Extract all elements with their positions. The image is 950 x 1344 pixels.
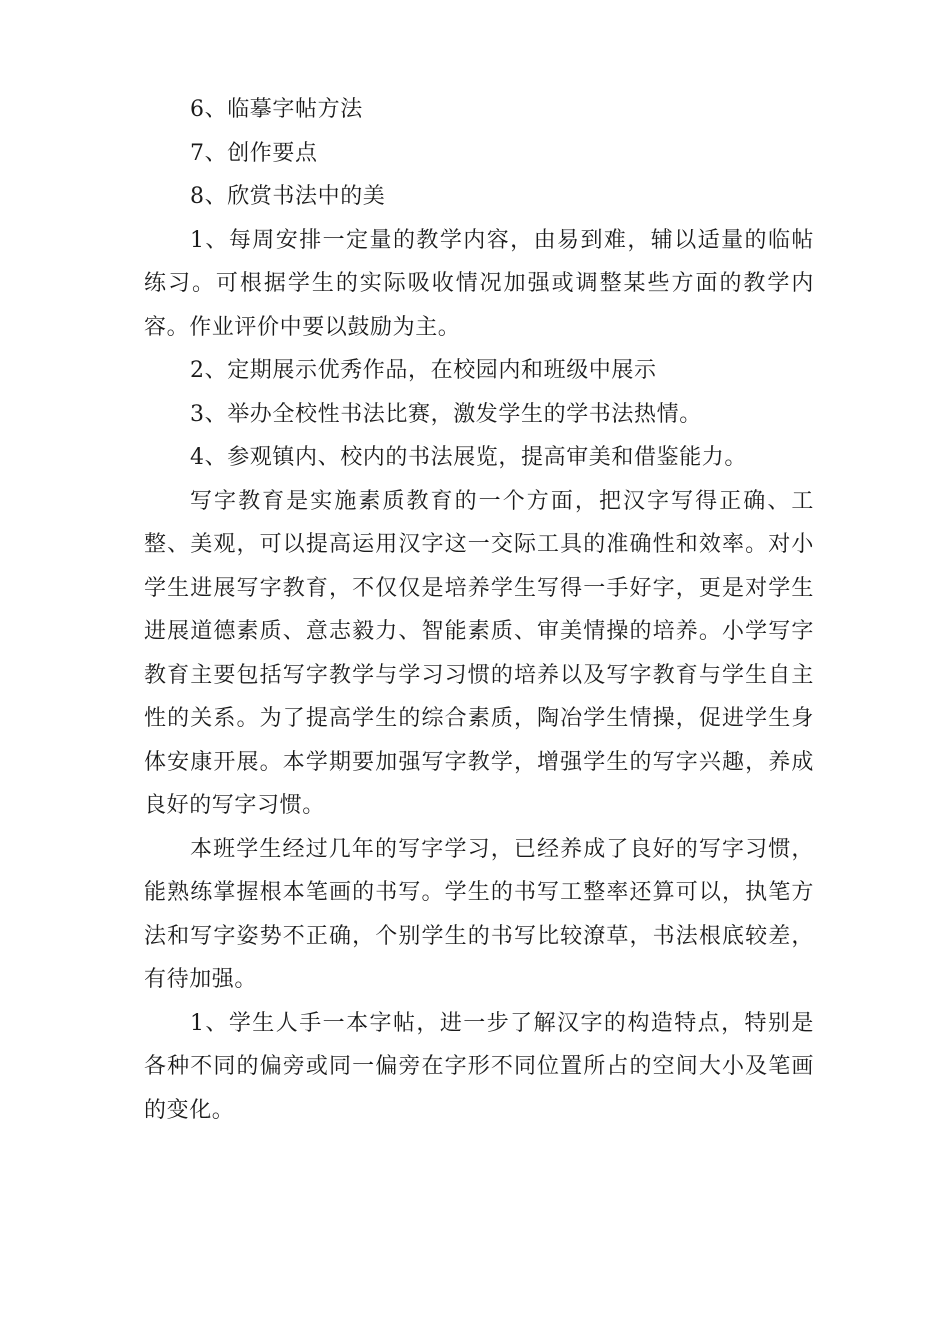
measure-item-competition: 3、举办全校性书法比赛，激发学生的学书法热情。	[190, 401, 702, 427]
document-body	[144, 88, 814, 1132]
measure-item-weekly-teaching: 1、每周安排一定量的教学内容，由易到难，辅以适量的临帖练习。可根据学生的实际吸收情况加强或调整某些方面的教学内容。作业评价中要以鼓励为主。	[144, 227, 814, 340]
measure-item-visit: 4、参观镇内、校内的书法展览，提高审美和借鉴能力。	[190, 445, 747, 470]
list-item-appreciation: 8、欣赏书法中的美	[190, 184, 386, 209]
list-item-copy-method: 6、临摹字帖方法	[190, 97, 363, 122]
paragraph-writing-education: 写字教育是实施素质教育的一个方面，把汉字写得正确、工整、美观，可以提高运用汉字这一交际工具的准确性和效率。对小学生进展写字教育，不仅仅是培养学生写得一手好字，更是对学生进展道德素质、意志毅力、智能素质、审美情操的培养。小学写字教育主要包括写字教学与学习习惯的培养以及写字教育与学生自主性的关系。为了提高学生的综合素质，陶冶学生情操，促进学生身体安康开展。本学期要加强写字教学，增强学生的写字兴趣，养成良好的写字习惯。	[144, 488, 814, 818]
paragraph-class-situation: 本班学生经过几年的写字学习，已经养成了良好的写字习惯，能熟练掌握根本笔画的书写。学生的书写工整率还算可以，执笔方法和写字姿势不正确，个别学生的书写比较潦草，书法根底较差，有待加强。	[144, 836, 814, 992]
list-item-creation-points: 7、创作要点	[190, 140, 318, 166]
paragraph-copybook: 1、学生人手一本字帖，进一步了解汉字的构造特点，特别是各种不同的偏旁或同一偏旁在字形不同位置所占的空间大小及笔画的变化。	[144, 1010, 814, 1123]
measure-item-exhibition: 2、定期展示优秀作品，在校园内和班级中展示	[190, 358, 657, 383]
